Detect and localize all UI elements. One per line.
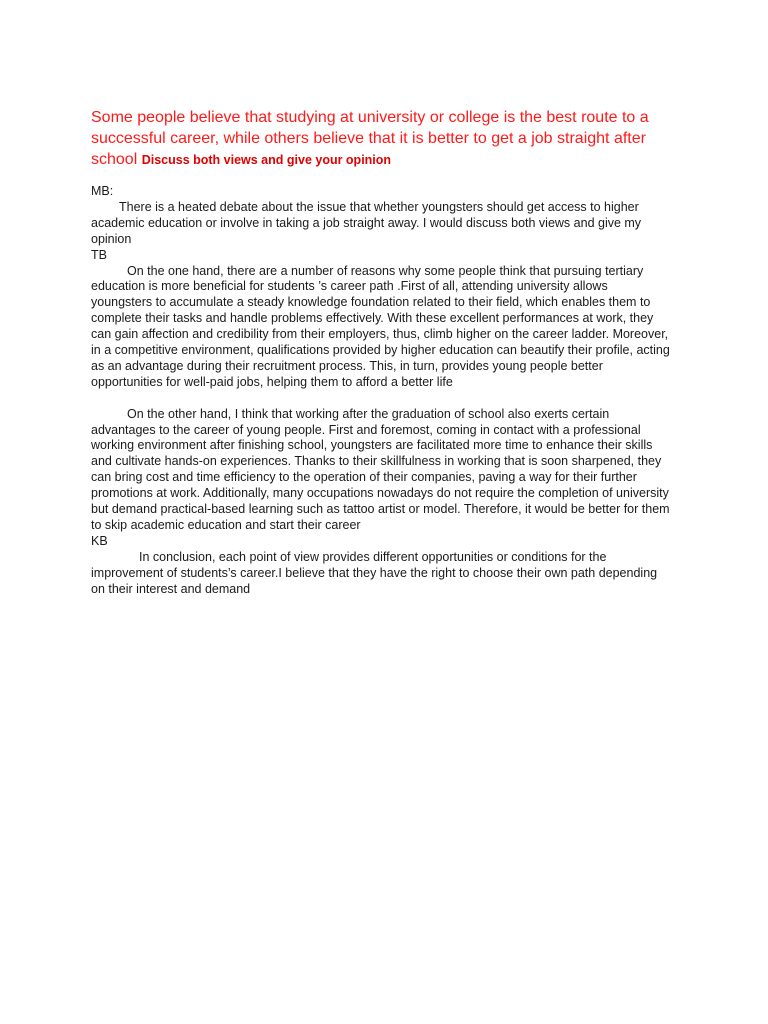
body-paragraph-1: On the one hand, there are a number of reasons why some people think that pursuing tertiary education is more beneficial for students ’s career path .First of all, attending university allows youngsters to accumulate a steady knowledge foundation related to their field, which enables them to complete their tasks and handle problems effectively. With these excellent performances at work, they can gain affection and credibility from their employers, thus, climb higher on the career ladder. Moreover, in a competitive environment, qualifications provided by higher education can beautify their profile, acting as an advantage during their recruitment process. This, in turn, provides young people better opportunities for well-paid jobs, helping them to afford a better life [91, 263, 670, 389]
prompt-instruction: Discuss both views and give your opinion [141, 153, 392, 167]
essay-body [91, 184, 671, 598]
label-kb: KB [91, 533, 108, 548]
body-paragraph-2: On the other hand, I think that working after the graduation of school also exerts certain advantages to the career of young people. First and foremost, coming in contact with a professional working environment after finishing school, youngsters are facilitated more time to enhance their skills and cultivate hands-on experiences. Thanks to their skillfulness in working that is soon sharpened, they can bring cost and time efficiency to the operation of their companies, paving a way for their further promotions at work. Additionally, many occupations nowadays do not require the completion of university but demand practical-based learning such as tattoo artist or model. Therefore, it would be better for them to skip academic education and start their career [91, 406, 670, 533]
label-tb: TB [91, 247, 107, 262]
label-mb: MB: [91, 184, 114, 198]
conclusion-paragraph: In conclusion, each point of view provides different opportunities or conditions for the improvement of students’s career.I believe that they have the right to choose their own path depending on their interest and demand [91, 549, 658, 596]
intro-paragraph: There is a heated debate about the issue that whether youngsters should get access to higher academic education or involve in taking a job straight away. I would discuss both views and give my opinion [91, 199, 642, 246]
paragraph-gap [91, 391, 671, 407]
essay-prompt [91, 107, 681, 171]
prompt-question: Some people believe that studying at university or college is the best route to a successful career, while others believe that it is better to get a job straight after school [91, 109, 649, 168]
